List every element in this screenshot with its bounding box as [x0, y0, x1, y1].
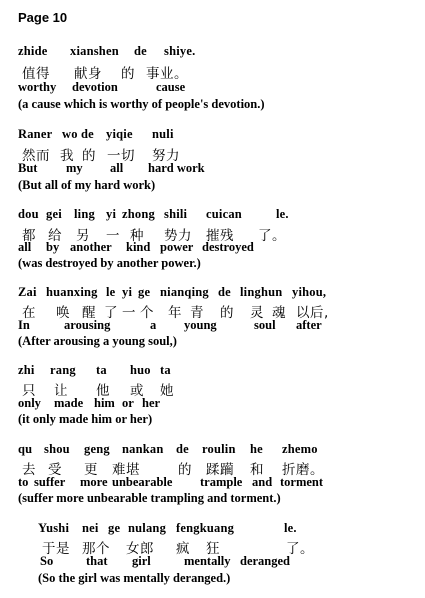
- gloss-word: a: [150, 318, 157, 332]
- hanzi-word: 折磨。: [282, 462, 324, 478]
- pinyin-word: nei: [82, 521, 99, 535]
- hanzi-word: 让: [54, 383, 68, 399]
- hanzi-word: 的: [121, 66, 135, 82]
- gloss-word: all: [18, 240, 32, 254]
- pinyin-word: shili: [164, 207, 188, 221]
- hanzi-word: 更: [84, 462, 98, 478]
- pinyin-word: shou: [44, 442, 70, 456]
- gloss-word: more: [80, 475, 108, 489]
- gloss-word: trample: [200, 475, 243, 489]
- hanzi-word: 灵: [250, 305, 264, 321]
- hanzi-word: 或: [130, 383, 144, 399]
- gloss-word: young: [184, 318, 217, 332]
- hanzi-word: 另: [76, 228, 90, 244]
- gloss-word: by: [46, 240, 60, 254]
- pinyin-word: le.: [276, 207, 289, 221]
- pinyin-word: de: [176, 442, 189, 456]
- gloss-word: to: [18, 475, 29, 489]
- gloss-word: destroyed: [202, 240, 254, 254]
- hanzi-word: 势力: [164, 228, 192, 244]
- pinyin-word: nulang: [128, 521, 167, 535]
- pinyin-word: qu: [18, 442, 33, 456]
- pinyin-word: nuli: [152, 127, 174, 141]
- gloss-word: after: [296, 318, 322, 332]
- pinyin-word: zhide: [18, 44, 48, 58]
- gloss-word: or: [122, 396, 134, 410]
- gloss-word: him: [94, 396, 115, 410]
- translation-line: (So the girl was mentally deranged.): [38, 571, 231, 585]
- pinyin-word: le: [106, 285, 116, 299]
- gloss-word: power: [160, 240, 194, 254]
- gloss-word: suffer: [34, 475, 66, 489]
- gloss-word: another: [70, 240, 112, 254]
- pinyin-word: roulin: [202, 442, 236, 456]
- gloss-word: arousing: [64, 318, 111, 332]
- gloss-word: torment: [280, 475, 324, 489]
- pinyin-word: de: [218, 285, 231, 299]
- hanzi-word: 疯: [176, 541, 190, 557]
- hanzi-word: 的: [82, 148, 96, 164]
- hanzi-word: 摧残: [206, 228, 234, 244]
- pinyin-word: Yushi: [38, 521, 70, 535]
- hanzi-word: 青: [190, 305, 204, 321]
- translation-line: (was destroyed by another power.): [18, 256, 201, 270]
- gloss-word: girl: [132, 554, 151, 568]
- gloss-word: her: [142, 396, 161, 410]
- hanzi-word: 女郎: [126, 541, 154, 557]
- pinyin-word: nankan: [122, 442, 164, 456]
- hanzi-word: 献身: [74, 66, 102, 82]
- hanzi-word: 和: [250, 462, 264, 478]
- hanzi-word: 努力: [152, 148, 180, 164]
- gloss-word: that: [86, 554, 108, 568]
- pinyin-word: zhi: [18, 363, 35, 377]
- pinyin-word: ling: [74, 207, 95, 221]
- hanzi-word: 于是: [42, 541, 70, 557]
- hanzi-word: 唤: [56, 305, 70, 321]
- hanzi-word: 了: [104, 305, 118, 321]
- hanzi-word: 了。: [286, 541, 314, 557]
- pinyin-word: shiye.: [164, 44, 196, 58]
- pinyin-word: xianshen: [70, 44, 119, 58]
- pinyin-word: fengkuang: [176, 521, 235, 535]
- gloss-word: made: [54, 396, 84, 410]
- hanzi-word: 那个: [82, 541, 110, 557]
- gloss-word: all: [110, 161, 124, 175]
- hanzi-word: 以后,: [296, 305, 329, 321]
- hanzi-word: 只: [22, 383, 36, 399]
- pinyin-word: geng: [84, 442, 110, 456]
- gloss-word: In: [18, 318, 30, 332]
- pinyin-word: huo: [130, 363, 151, 377]
- hanzi-word: 的: [220, 305, 234, 321]
- hanzi-word: 狂: [206, 541, 220, 557]
- hanzi-word: 我: [60, 148, 74, 164]
- gloss-word: only: [18, 396, 41, 410]
- gloss-word: hard work: [148, 161, 205, 175]
- pinyin-word: ge: [108, 521, 121, 535]
- hanzi-word: 个: [140, 305, 154, 321]
- hanzi-word: 都: [22, 228, 36, 244]
- pinyin-word: ta: [96, 363, 107, 377]
- hanzi-word: 一切: [107, 148, 135, 164]
- hanzi-word: 了。: [258, 228, 286, 244]
- hanzi-word: 一: [122, 305, 136, 321]
- translation-line: (But all of my hard work): [18, 178, 156, 192]
- hanzi-word: 值得: [22, 66, 50, 82]
- pinyin-word: cuican: [206, 207, 242, 221]
- hanzi-word: 魂: [272, 305, 286, 321]
- gloss-word: devotion: [72, 80, 118, 94]
- gloss-word: soul: [254, 318, 276, 332]
- pinyin-word: de: [134, 44, 147, 58]
- pinyin-word: dou: [18, 207, 39, 221]
- gloss-word: kind: [126, 240, 151, 254]
- translation-line: (it only made him or her): [18, 412, 153, 426]
- hanzi-word: 在: [22, 305, 36, 321]
- translation-line: (suffer more unbearable trampling and torment.): [18, 491, 281, 505]
- pinyin-word: zhong: [122, 207, 155, 221]
- hanzi-word: 事业。: [146, 66, 188, 82]
- pinyin-word: gei: [46, 207, 62, 221]
- gloss-word: worthy: [18, 80, 57, 94]
- pinyin-word: le.: [284, 521, 297, 535]
- hanzi-word: 然而: [22, 148, 50, 164]
- pinyin-word: rang: [50, 363, 76, 377]
- pinyin-word: zhemo: [282, 442, 318, 456]
- hanzi-word: 她: [160, 383, 174, 399]
- pinyin-word: ge: [138, 285, 151, 299]
- gloss-word: But: [18, 161, 38, 175]
- gloss-word: mentally: [184, 554, 231, 568]
- translation-line: (a cause which is worthy of people's devotion.): [18, 97, 265, 111]
- pinyin-word: linghun: [240, 285, 283, 299]
- hanzi-word: 蹂躏: [206, 462, 234, 478]
- page-label: Page 10: [18, 10, 68, 25]
- pinyin-word: wo de: [62, 127, 94, 141]
- pinyin-word: yihou,: [292, 285, 327, 299]
- hanzi-word: 种: [130, 228, 144, 244]
- hanzi-word: 受: [48, 462, 62, 478]
- pinyin-word: yiqie: [106, 127, 133, 141]
- pinyin-word: yi: [122, 285, 133, 299]
- gloss-word: unbearable: [112, 475, 173, 489]
- hanzi-word: 醒: [82, 305, 96, 321]
- pinyin-word: Zai: [18, 285, 37, 299]
- gloss-word: So: [40, 554, 54, 568]
- gloss-word: my: [66, 161, 83, 175]
- pinyin-word: yi: [106, 207, 117, 221]
- pinyin-word: ta: [160, 363, 171, 377]
- translation-line: (After arousing a young soul,): [18, 334, 177, 348]
- gloss-word: and: [252, 475, 273, 489]
- pinyin-word: he: [250, 442, 263, 456]
- pinyin-word: huanxing: [46, 285, 98, 299]
- pinyin-word: Raner: [18, 127, 53, 141]
- hanzi-word: 一: [106, 228, 120, 244]
- pinyin-word: nianqing: [160, 285, 209, 299]
- hanzi-word: 去: [22, 462, 36, 478]
- gloss-word: cause: [156, 80, 186, 94]
- gloss-word: deranged: [240, 554, 290, 568]
- hanzi-word: 难堪: [112, 462, 140, 478]
- hanzi-word: 他: [96, 383, 110, 399]
- hanzi-word: 年: [168, 305, 182, 321]
- hanzi-word: 给: [48, 228, 62, 244]
- hanzi-word: 的: [178, 462, 192, 478]
